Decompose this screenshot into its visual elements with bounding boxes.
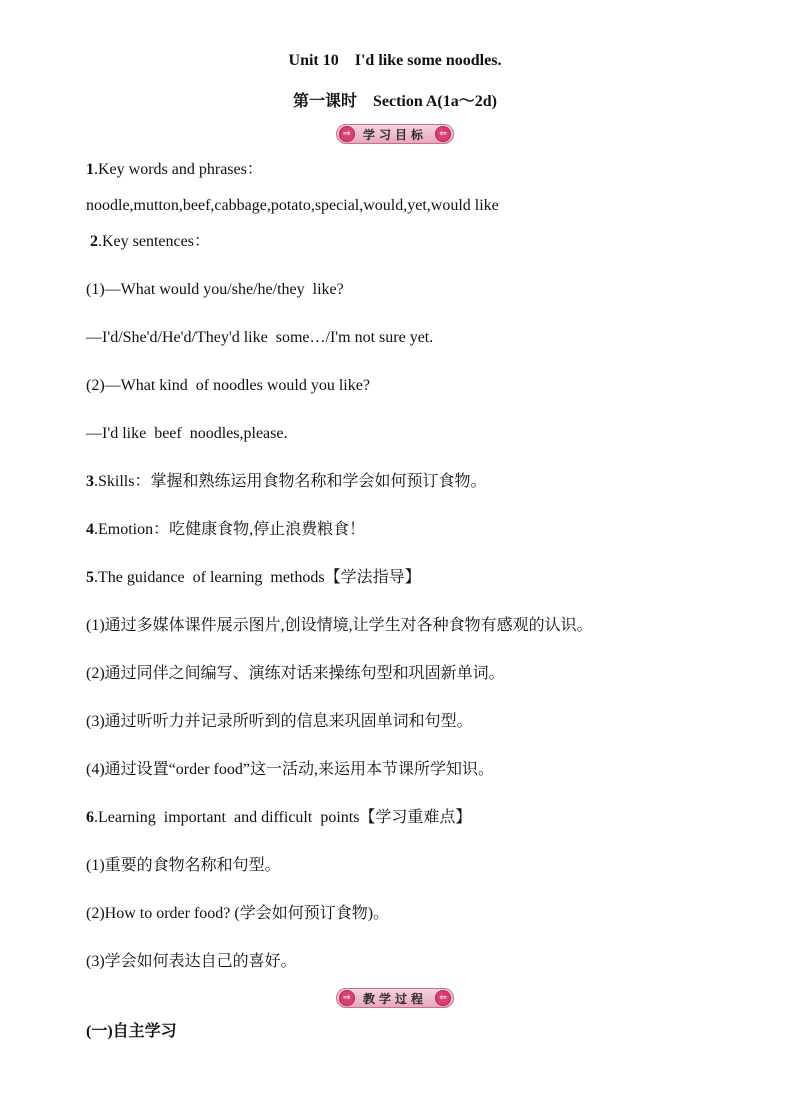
- key-sentence-line: (1)—What would you/she/he/they like?: [86, 281, 344, 298]
- section-text: .Skills：掌握和熟练运用食物名称和学会如何预订食物。: [94, 473, 487, 490]
- key-sentence-line: —I'd/She'd/He'd/They'd like some…/I'm not sure yet.: [86, 329, 434, 346]
- section-6-heading: [86, 808, 471, 828]
- section-number: 3: [86, 473, 94, 490]
- section-number: 6: [86, 809, 94, 826]
- key-point-line: (3)学会如何表达自己的喜好。: [86, 953, 297, 970]
- arrow-right-icon: ⇨: [339, 126, 355, 142]
- unit-title: Unit 10 I'd like some noodles.: [288, 52, 502, 69]
- section-text: .Key words and phrases：: [94, 161, 263, 178]
- arrow-left-icon: ⇦: [435, 126, 451, 142]
- objectives-badge-row: [0, 124, 790, 144]
- section-text: .Learning important and difficult points【学习重难点】: [94, 809, 472, 826]
- section-4-emotion: [86, 520, 365, 540]
- lesson-title: 第一课时 Section A(1a～2d): [292, 93, 497, 110]
- section-text: .Emotion：吃健康食物,停止浪费粮食！: [94, 521, 366, 538]
- section-number: 1: [86, 161, 94, 178]
- key-sentence-line: —I'd like beef noodles,please.: [86, 425, 288, 442]
- section-number: 2: [90, 233, 98, 250]
- section-text: .The guidance of learning methods【学法指导】: [94, 569, 421, 586]
- section-1-heading: [86, 160, 263, 180]
- arrow-left-icon: ⇦: [435, 990, 451, 1006]
- method-line: (3)通过听听力并记录所听到的信息来巩固单词和句型。: [86, 713, 473, 730]
- process-badge-row: [0, 988, 790, 1008]
- learning-objectives-badge: [336, 124, 454, 144]
- method-line: (1)通过多媒体课件展示图片,创设情境,让学生对各种食物有感观的认识。: [86, 617, 593, 634]
- key-sentence-line: (2)—What kind of noodles would you like?: [86, 377, 370, 394]
- section-text: .Key sentences：: [98, 233, 210, 250]
- section-2-heading: [90, 232, 210, 252]
- teaching-process-badge: [336, 988, 454, 1008]
- section-number: 5: [86, 569, 94, 586]
- section-number: 4: [86, 521, 94, 538]
- arrow-right-icon: ⇨: [339, 990, 355, 1006]
- section-3-skills: [86, 472, 486, 492]
- method-line: (2)通过同伴之间编写、演练对话来操练句型和巩固新单词。: [86, 665, 505, 682]
- method-line: (4)通过设置“order food”这一活动,来运用本节课所学知识。: [86, 761, 494, 778]
- badge-label: 教学过程: [362, 991, 427, 1006]
- part-1-heading: (一)自主学习: [86, 1023, 177, 1040]
- key-point-line: (2)How to order food? (学会如何预订食物)。: [86, 905, 390, 922]
- section-5-heading: [86, 568, 421, 588]
- key-words-list: noodle,mutton,beef,cabbage,potato,special,would,yet,would like: [86, 197, 499, 214]
- badge-label: 学习目标: [362, 127, 427, 142]
- key-point-line: (1)重要的食物名称和句型。: [86, 857, 281, 874]
